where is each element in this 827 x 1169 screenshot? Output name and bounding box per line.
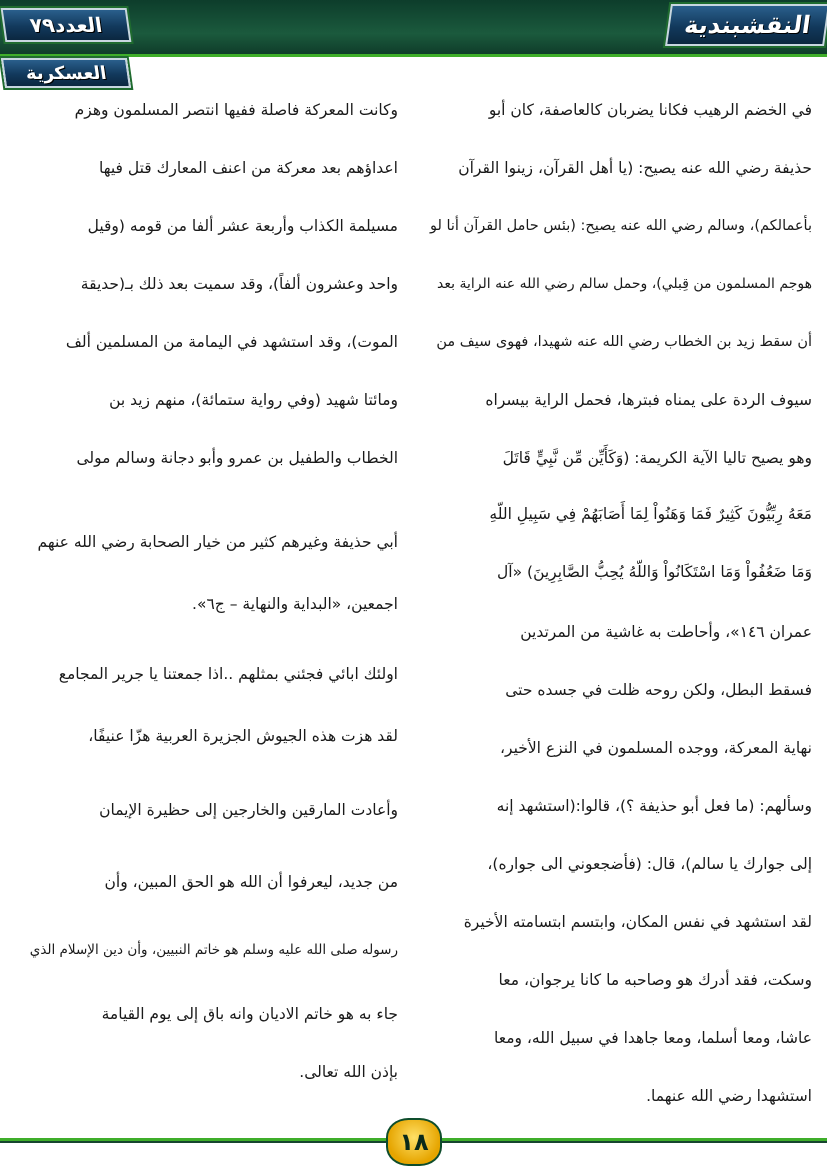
section-label: العسكرية <box>24 62 108 84</box>
text-line: الخطاب والطفيل بن عمرو وأبو دجانة وسالم مولى <box>76 449 398 467</box>
text-line: بإذن الله تعالى. <box>299 1063 398 1081</box>
text-line: الموت)، وقد استشهد في اليمامة من المسلمين ألف <box>65 333 398 351</box>
text-line: اعداؤهم بعد معركة من اعنف المعارك قتل فيها <box>98 159 398 177</box>
text-line: هوجم المسلمون من قِبلي)، وحمل سالم رضي الله عنه الراية بعد <box>437 276 812 292</box>
text-line: وسكت، فقد أدرك هو وصاحبه ما كانا يرجوان، معا <box>498 971 812 989</box>
text-line: فسقط البطل، ولكن روحه ظلت في جسده حتى <box>505 681 812 699</box>
text-line: بأعمالكم)، وسالم رضي الله عنه يصيح: (بئس حامل القرآن أنا لو <box>429 218 812 234</box>
page-number: ١٨ <box>399 1128 429 1156</box>
text-line: اجمعين، «البداية والنهاية – ج٦». <box>192 595 398 613</box>
text-line: ومائتا شهيد (وفي رواية ستمائة)، منهم زيد بن <box>109 391 398 409</box>
text-line: في الخضم الرهيب فكانا يضربان كالعاصفة، كان أبو <box>488 101 812 119</box>
page-number-badge <box>386 1118 442 1166</box>
poetry-line: اولئك ابائي فجئني بمثلهم ..اذا جمعتنا يا جرير المجامع <box>58 665 398 683</box>
text-line: أن سقط زيد بن الخطاب رضي الله عنه شهيدا، فهوى سيف من <box>436 334 812 350</box>
text-line: عاشا، ومعا أسلما، ومعا جاهدا في سبيل الله، ومعا <box>494 1029 812 1047</box>
text-line: مَعَهُ رِبِّيُّونَ كَثِيرٌ فَمَا وَهَنُواْ لِمَا أَصَابَهُمْ فِي سَبِيلِ اللّهِ <box>489 505 812 523</box>
text-line: رسوله صلى الله عليه وسلم هو خاتم النبيين، وأن دين الإسلام الذي <box>29 942 398 958</box>
text-line: وسألهم: (ما فعل أبو حذيفة ؟)، قالوا:(استشهد إنه <box>496 797 812 815</box>
text-line: مسيلمة الكذاب وأربعة عشر ألفا من قومه (وقيل <box>87 217 398 235</box>
header-divider <box>0 54 827 57</box>
text-line: أبي حذيفة وغيرهم كثير من خيار الصحابة رضي الله عنهم <box>37 533 398 551</box>
text-line: عمران ١٤٦»، وأحاطت به غاشية من المرتدين <box>520 623 812 641</box>
text-line: لقد هزت هذه الجيوش الجزيرة العربية هزّا عنيفًا، <box>88 727 398 745</box>
text-line: جاء به هو خاتم الاديان وانه باق إلى يوم القيامة <box>101 1005 398 1023</box>
series-title: النقشبندية <box>682 11 813 39</box>
text-line: وأعادت المارقين والخارجين إلى حظيرة الإيمان <box>99 801 398 819</box>
text-line: واحد وعشرون ألفاً)، وقد سميت بعد ذلك بـ(حديقة <box>80 275 398 293</box>
text-line: استشهدا رضي الله عنهما. <box>646 1087 812 1105</box>
text-line: من جديد، ليعرفوا أن الله هو الحق المبين، وأن <box>104 873 398 891</box>
issue-label: العدد٧٩ <box>28 13 104 37</box>
text-line: وهو يصيح تاليا الآية الكريمة: (وَكَأَيِّن مِّن نَّبِيٍّ قَاتَلَ <box>502 449 812 467</box>
text-line: سيوف الردة على يمناه فبترها، فحمل الراية بيسراه <box>485 391 812 409</box>
section-plate <box>1 58 131 88</box>
series-title-plate <box>665 4 827 46</box>
text-line: حذيفة رضي الله عنه يصيح: (يا أهل القرآن، زينوا القرآن <box>458 159 812 177</box>
text-line: إلى جوارك يا سالم)، قال: (فأضجعوني الى جواره)، <box>487 855 812 873</box>
text-line: وَمَا ضَعُفُواْ وَمَا اسْتَكَانُواْ وَاللّهُ يُحِبُّ الصَّابِرِينَ) «آل <box>497 563 812 581</box>
text-line: لقد استشهد في نفس المكان، وابتسم ابتسامته الأخيرة <box>463 913 812 931</box>
issue-number-plate <box>1 8 132 42</box>
text-line: وكانت المعركة فاصلة ففيها انتصر المسلمون وهزم <box>74 101 398 119</box>
text-line: نهاية المعركة، ووجده المسلمون في النزع الأخير، <box>500 739 812 757</box>
